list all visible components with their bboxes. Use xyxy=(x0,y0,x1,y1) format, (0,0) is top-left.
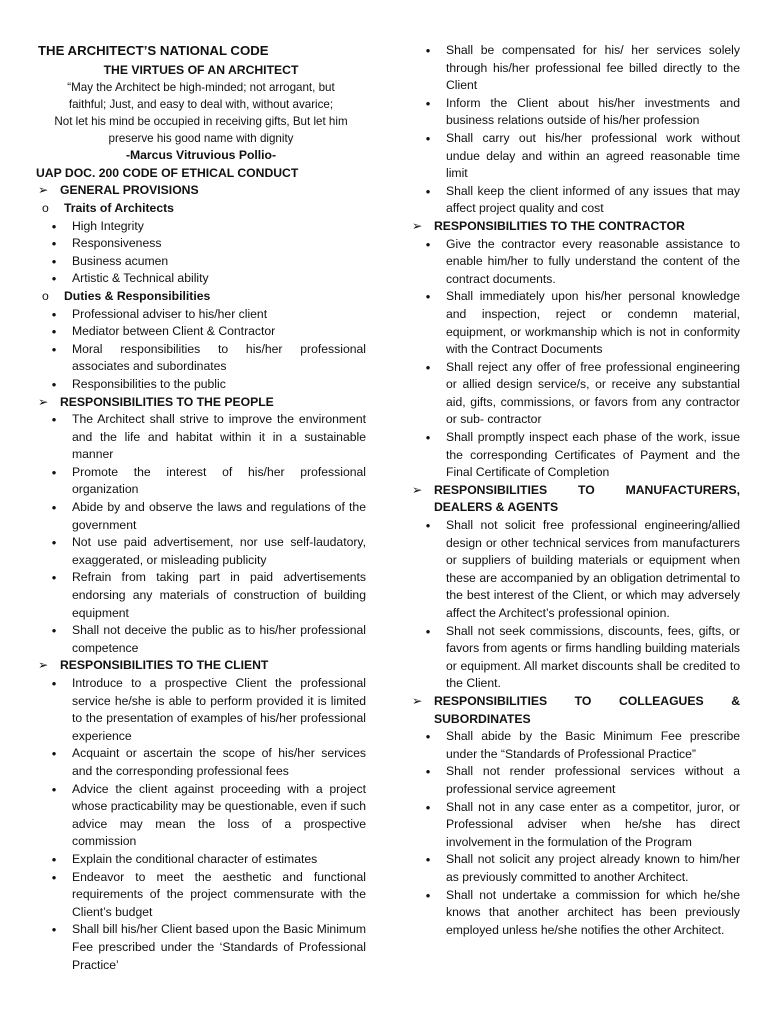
arrow-bullet-icon: ➢ xyxy=(38,658,49,673)
bullet-icon: • xyxy=(425,799,431,815)
section-heading-general: ➢ GENERAL PROVISIONS xyxy=(36,182,366,200)
list-item: • Moral responsibilities to his/her professional associates and subordinates xyxy=(36,341,366,376)
bullet-icon: • xyxy=(51,306,57,322)
list-item: • Refrain from taking part in paid advertisements endorsing any materials of construction of building equipment xyxy=(36,569,366,622)
list-item: • Explain the conditional character of estimates xyxy=(36,851,366,869)
code-title: UAP DOC. 200 CODE OF ETHICAL CONDUCT xyxy=(36,165,299,180)
list-item: • The Architect shall strive to improve the environment and the life and habitat within it in a sustainable manner xyxy=(36,411,366,464)
bullet-icon: • xyxy=(51,535,57,551)
bullet-icon: • xyxy=(51,324,57,340)
list-item: • Shall reject any offer of free professional engineering or allied design service/s, or receive any substantial aid, gifts, commissions, or favors from any contractor or sub- contractor xyxy=(410,359,740,429)
bullet-icon: • xyxy=(51,464,57,480)
duties-list xyxy=(36,306,366,394)
quote-author: -Marcus Vitruvious Pollio- xyxy=(125,148,277,163)
bullet-icon: • xyxy=(51,412,57,428)
quote-line: preserve his good name with dignity xyxy=(108,132,294,146)
bullet-icon: • xyxy=(51,869,57,885)
people-list xyxy=(36,411,366,657)
bullet-icon: • xyxy=(51,271,57,287)
list-item: • Responsibilities to the public xyxy=(36,376,366,394)
list-item: • Shall not deceive the public as to his/her professional competence xyxy=(36,622,366,657)
list-item: • Shall bill his/her Client based upon the Basic Minimum Fee prescribed under the ‘Standards of Professional Practice’ xyxy=(36,921,366,974)
bullet-icon: • xyxy=(425,518,431,534)
list-item: • Shall not solicit free professional engineering/allied design or other technical services from manufacturers or suppliers of building materials or equipment when these are accompanied by an obligation detrimental to the best interest of the Client, or which may adversely affect the Architect’s professional opinion. xyxy=(410,517,740,623)
quote-line: Not let his mind be occupied in receiving gifts, But let him xyxy=(54,115,348,129)
section-heading-colleagues: ➢ RESPONSIBILITIES TO COLLEAGUES & SUBORDINATES xyxy=(410,693,740,728)
list-item: • Shall not solicit any project already known to him/her as previously committed to another Architect. xyxy=(410,851,740,886)
circle-bullet-icon: o xyxy=(42,200,49,215)
bullet-icon: • xyxy=(425,729,431,745)
bullet-icon: • xyxy=(51,851,57,867)
list-item: • Introduce to a prospective Client the professional service he/she is able to perform provided it is limited to the presentation of examples of his/her professional experience xyxy=(36,675,366,745)
arrow-bullet-icon: ➢ xyxy=(412,693,423,708)
bullet-icon: • xyxy=(51,781,57,797)
bullet-icon: • xyxy=(425,852,431,868)
subsection-heading-traits: o Traits of Architects xyxy=(36,200,366,218)
section-heading-manufacturers: ➢ RESPONSIBILITIES TO MANUFACTURERS, DEALERS & AGENTS xyxy=(410,482,740,517)
list-item: • Shall promptly inspect each phase of the work, issue the corresponding Certificates of Payment and the Final Certificate of Completion xyxy=(410,429,740,482)
section-heading-client: ➢ RESPONSIBILITIES TO THE CLIENT xyxy=(36,657,366,675)
quote-line: “May the Architect be high-minded; not arrogant, but xyxy=(67,81,335,95)
list-item: • Shall immediately upon his/her personal knowledge and inspection, reject or condemn material, equipment, or workmanship which is not in conformity with the Contract Documents xyxy=(410,288,740,358)
subsection-heading-duties: o Duties & Responsibilities xyxy=(36,288,366,306)
bullet-icon: • xyxy=(51,341,57,357)
bullet-icon: • xyxy=(425,623,431,639)
contractor-list xyxy=(410,236,740,482)
right-column xyxy=(410,42,740,939)
bullet-icon: • xyxy=(425,359,431,375)
section-heading-people: ➢ RESPONSIBILITIES TO THE PEOPLE xyxy=(36,394,366,412)
list-item: • Shall keep the client informed of any issues that may affect project quality and cost xyxy=(410,183,740,218)
bullet-icon: • xyxy=(425,764,431,780)
arrow-bullet-icon: ➢ xyxy=(412,218,423,233)
list-item: • Acquaint or ascertain the scope of his/her services and the corresponding professional fees xyxy=(36,745,366,780)
bullet-icon: • xyxy=(51,236,57,252)
list-item: • High Integrity xyxy=(36,218,366,236)
bullet-icon: • xyxy=(425,236,431,252)
quote-line: faithful; Just, and easy to deal with, without avarice; xyxy=(68,98,334,112)
arrow-bullet-icon: ➢ xyxy=(38,183,49,198)
list-item: • Shall be compensated for his/ her services solely through his/her professional fee billed directly to the Client xyxy=(410,42,740,95)
arrow-bullet-icon: ➢ xyxy=(412,482,423,497)
bullet-icon: • xyxy=(51,623,57,639)
list-item: • Mediator between Client & Contractor xyxy=(36,323,366,341)
list-item: • Advice the client against proceeding with a project whose practicability may be questionable, even if such advice may mean the loss of a prospective commission xyxy=(36,781,366,851)
bullet-icon: • xyxy=(51,218,57,234)
list-item: • Artistic & Technical ability xyxy=(36,270,366,288)
list-item: • Shall not undertake a commission for which he/she knows that another architect has been previously employed unless he/she notifies the other Architect. xyxy=(410,887,740,940)
colleagues-list xyxy=(410,728,740,939)
client-list xyxy=(36,675,366,974)
bullet-icon: • xyxy=(51,376,57,392)
bullet-icon: • xyxy=(425,289,431,305)
bullet-icon: • xyxy=(425,95,431,111)
list-item: • Shall not render professional services without a professional service agreement xyxy=(410,763,740,798)
list-item: • Shall not seek commissions, discounts, fees, gifts, or favors from agents or firms handling building materials or equipment. All market discounts shall be credited to the Client. xyxy=(410,623,740,693)
bullet-icon: • xyxy=(51,570,57,586)
list-item: • Give the contractor every reasonable assistance to enable him/her to fully understand the content of the contract documents. xyxy=(410,236,740,289)
list-item: • Abide by and observe the laws and regulations of the government xyxy=(36,499,366,534)
document-subtitle: THE VIRTUES OF AN ARCHITECT xyxy=(103,62,299,77)
bullet-icon: • xyxy=(51,500,57,516)
client-list-continued xyxy=(410,42,740,218)
bullet-icon: • xyxy=(51,253,57,269)
list-item: • Endeavor to meet the aesthetic and functional requirements of the project commensurate with the Client’s budget xyxy=(36,869,366,922)
list-item: • Promote the interest of his/her professional organization xyxy=(36,464,366,499)
left-column xyxy=(36,42,366,974)
list-item: • Shall abide by the Basic Minimum Fee prescribe under the “Standards of Professional Practice” xyxy=(410,728,740,763)
bullet-icon: • xyxy=(51,676,57,691)
bullet-icon: • xyxy=(425,430,431,446)
arrow-bullet-icon: ➢ xyxy=(38,394,49,409)
traits-list xyxy=(36,218,366,288)
section-heading-contractor: ➢ RESPONSIBILITIES TO THE CONTRACTOR xyxy=(410,218,740,236)
bullet-icon: • xyxy=(425,130,431,146)
bullet-icon: • xyxy=(425,183,431,199)
bullet-icon: • xyxy=(425,43,431,58)
list-item: • Inform the Client about his/her investments and business relations outside of his/her profession xyxy=(410,95,740,130)
document-title: THE ARCHITECT’S NATIONAL CODE xyxy=(38,43,269,58)
list-item: • Business acumen xyxy=(36,253,366,271)
bullet-icon: • xyxy=(51,922,57,938)
list-item: • Shall carry out his/her professional work without undue delay and within an agreed reasonable time limit xyxy=(410,130,740,183)
list-item: • Professional adviser to his/her client xyxy=(36,306,366,324)
bullet-icon: • xyxy=(51,746,57,762)
bullet-icon: • xyxy=(425,887,431,903)
list-item: • Shall not in any case enter as a competitor, juror, or Professional adviser when he/she has direct involvement in the formulation of the Program xyxy=(410,799,740,852)
manufacturers-list xyxy=(410,517,740,693)
list-item: • Not use paid advertisement, nor use self-laudatory, exaggerated, or misleading publicity xyxy=(36,534,366,569)
list-item: • Responsiveness xyxy=(36,235,366,253)
circle-bullet-icon: o xyxy=(42,288,49,303)
